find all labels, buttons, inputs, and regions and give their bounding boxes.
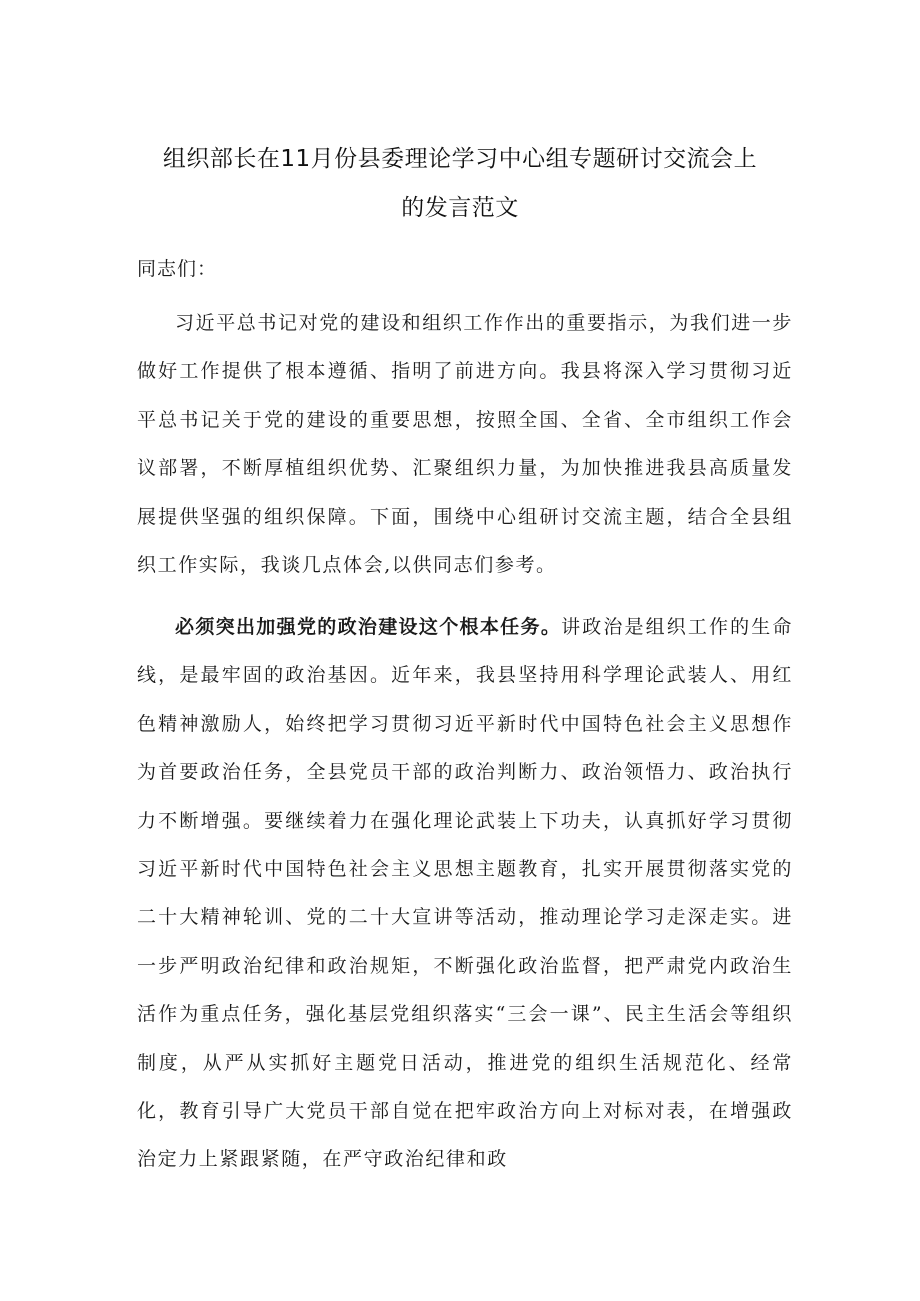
- document-title-line-2: 的发言范文: [401, 195, 519, 221]
- paragraph-introduction: 习近平总书记对党的建设和组织工作作出的重要指示，为我们进一步做好工作提供了根本遵循、指明了前进方向。我县将深入学习贯彻习近平总书记关于党的建设的重要思想，按照全国、全省、全市组织工作会议部署，不断厚植组织优势、汇聚组织力量，为加快推进我县高质量发展提供坚强的组织保障。下面，围绕中心组研讨交流主题，结合全县组织工作实际，我谈几点体会,以供同志们参考。: [137, 312, 794, 577]
- paragraph-lead-sentence: 必须突出加强党的政治建设这个根本任务。: [175, 616, 562, 638]
- paragraph-body-text: 讲政治是组织工作的生命线，是最牢固的政治基因。近年来，我县坚持用科学理论武装人、用红色精神激励人，始终把学习贯彻习近平新时代中国特色社会主义思想作为首要政治任务，全县党员干部的政治判断力、政治领悟力、政治执行力不断增强。要继续着力在强化理论武装上下功夫，认真抓好学习贯彻习近平新时代中国特色社会主义思想主题教育，扎实开展贯彻落实党的二十大精神轮训、党的二十大宣讲等活动，推动理论学习走深走实。进一步严明政治纪律和政治规矩，不断强化政治监督，把严肃党内政治生活作为重点任务，强化基层党组织落实“三会一课”、民主生活会等组织制度，从严从实抓好主题党日活动，推进党的组织生活规范化、经常化，教育引导广大党员干部自觉在把牢政治方向上对标对表，在增强政治定力上紧跟紧随，在严守政治纪律和政: [137, 616, 793, 1171]
- salutation: 同志们：: [137, 258, 218, 280]
- paragraph-political-building: [137, 603, 793, 1184]
- document-title-line-1: 组织部长在11月份县委理论学习中心组专题研讨交流会上: [162, 146, 758, 172]
